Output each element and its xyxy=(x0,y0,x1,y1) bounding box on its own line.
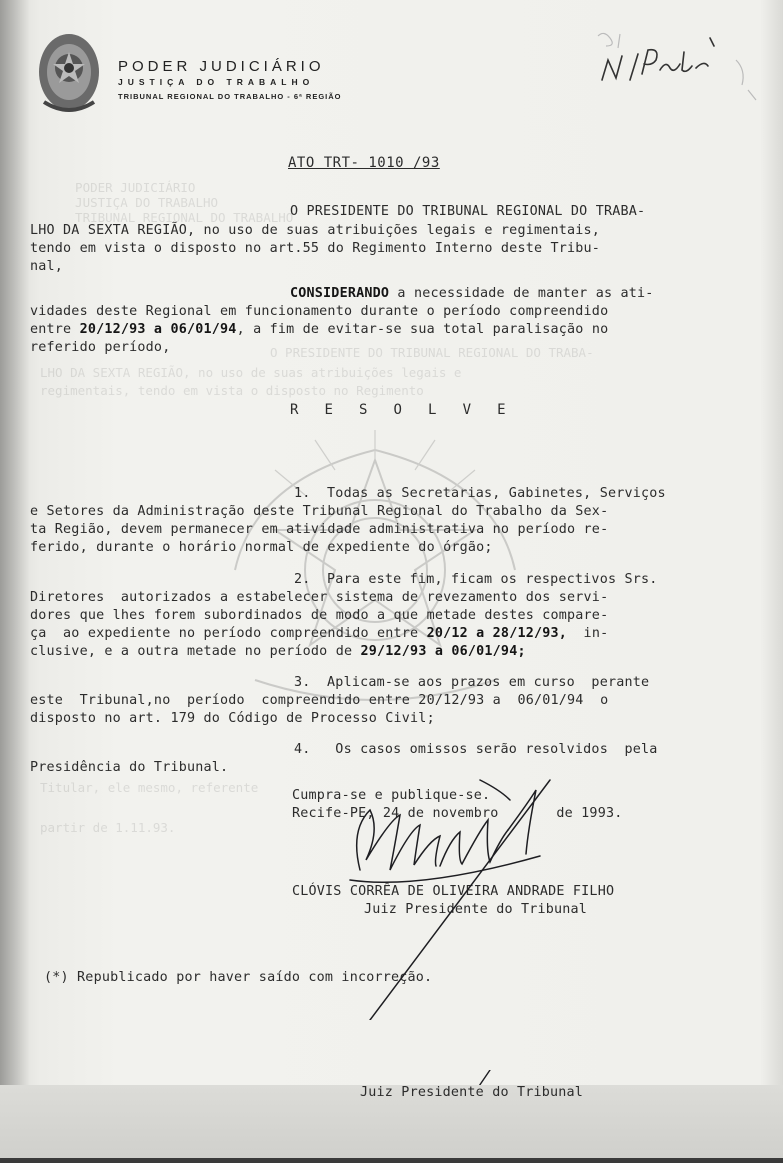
intro-line: tendo em vista o disposto no art.55 do Regimento Interno deste Tribu- xyxy=(30,241,601,256)
header-court-name: PODER JUDICIÁRIO xyxy=(118,58,325,75)
item-2-line: Diretores autorizados a estabelecer sistema de revezamento dos servi- xyxy=(30,590,609,605)
page-edge-shadow xyxy=(0,0,30,1163)
item-4-line: Presidência do Tribunal. xyxy=(30,760,229,775)
considering-line: referido período, xyxy=(30,340,171,355)
item-1-line: ta Região, devem permanecer em atividade administrativa no período re- xyxy=(30,522,609,537)
coat-of-arms-icon xyxy=(36,28,102,120)
footnote: (*) Republicado por haver saído com incorreção. xyxy=(44,970,433,985)
resolve-heading: R E S O L V E xyxy=(290,402,506,418)
considering-line: vidades deste Regional em funcionamento durante o período compreendido xyxy=(30,304,609,319)
item-4-line: 4. Os casos omissos serão resolvidos pela xyxy=(294,742,658,757)
bottom-edge xyxy=(0,1158,783,1163)
item-2-line: clusive, e a outra metade no período de 29/12/93 a 06/01/94; xyxy=(30,644,526,659)
closing-date: Recife-PE, 24 de novembro de 1993. xyxy=(292,806,623,821)
bleed-through-text: regimentais, tendo em vista o disposto no Regimento xyxy=(40,383,424,398)
item-2-line: ça ao expediente no período compreendido entre 20/12 a 28/12/93, in- xyxy=(30,626,609,641)
bleed-through-text: LHO DA SEXTA REGIÃO, no uso de suas atribuições legais e xyxy=(40,365,462,380)
item-3-line: disposto no art. 179 do Código de Processo Civil; xyxy=(30,711,435,726)
item-2-line: 2. Para este fim, ficam os respectivos Srs. xyxy=(294,572,658,587)
intro-line: O PRESIDENTE DO TRIBUNAL REGIONAL DO TRABA- xyxy=(290,204,646,219)
closing-line: Cumpra-se e publique-se. xyxy=(292,788,491,803)
item-1-line: e Setores da Administração deste Tribunal Regional do Trabalho da Sex- xyxy=(30,504,609,519)
item-3-line: 3. Aplicam-se aos prazos em curso perante xyxy=(294,675,650,690)
signature-drawing xyxy=(330,770,560,1020)
intro-line: LHO DA SEXTA REGIÃO, no uso de suas atribuições legais e regimentais, xyxy=(30,223,601,238)
bleed-through-text: PODER JUDICIÁRIO JUSTIÇA DO TRABALHO TRIBUNAL REGIONAL DO TRABALHO xyxy=(75,180,294,225)
header-tribunal: TRIBUNAL REGIONAL DO TRABALHO - 6ª REGIÃO xyxy=(118,92,342,101)
considering-keyword: CONSIDERANDO xyxy=(290,286,390,301)
item-3-line: este Tribunal,no período compreendido entre 20/12/93 a 06/01/94 o xyxy=(30,693,609,708)
date-range-bold: 20/12 a 28/12/93, xyxy=(426,626,568,641)
date-range-bold: 20/12/93 a 06/01/94 xyxy=(79,322,237,337)
considering-line: CONSIDERANDO a necessidade de manter as ati- xyxy=(290,286,654,301)
item-2-line: dores que lhes forem subordinados de modo a que metade destes compare- xyxy=(30,608,609,623)
bleed-through-text: Titular, ele mesmo, referente xyxy=(40,780,259,795)
date-range-bold: 29/12/93 a 06/01/94; xyxy=(360,644,526,659)
document-title: ATO TRT- 1010 /93 xyxy=(288,155,440,171)
item-1-line: ferido, durante o horário normal de expediente do órgão; xyxy=(30,540,493,555)
signer-name: CLÓVIS CORRÊA DE OLIVEIRA ANDRADE FILHO xyxy=(292,884,615,899)
signer-title: Juiz Presidente do Tribunal xyxy=(364,902,588,917)
handwritten-note xyxy=(596,30,766,120)
considering-line: entre 20/12/93 a 06/01/94, a fim de evitar-se sua total paralisação no xyxy=(30,322,609,337)
bleed-through-text: partir de 1.11.93. xyxy=(40,820,176,835)
header-justice-branch: JUSTIÇA DO TRABALHO xyxy=(118,77,315,87)
bottom-signer-title: Juiz Presidente do Tribunal xyxy=(360,1085,584,1100)
intro-line: nal, xyxy=(30,259,64,274)
bleed-through-text: O PRESIDENTE DO TRIBUNAL REGIONAL DO TRABA- xyxy=(270,345,594,360)
item-1-line: 1. Todas as Secretarias, Gabinetes, Serviços xyxy=(294,486,666,501)
